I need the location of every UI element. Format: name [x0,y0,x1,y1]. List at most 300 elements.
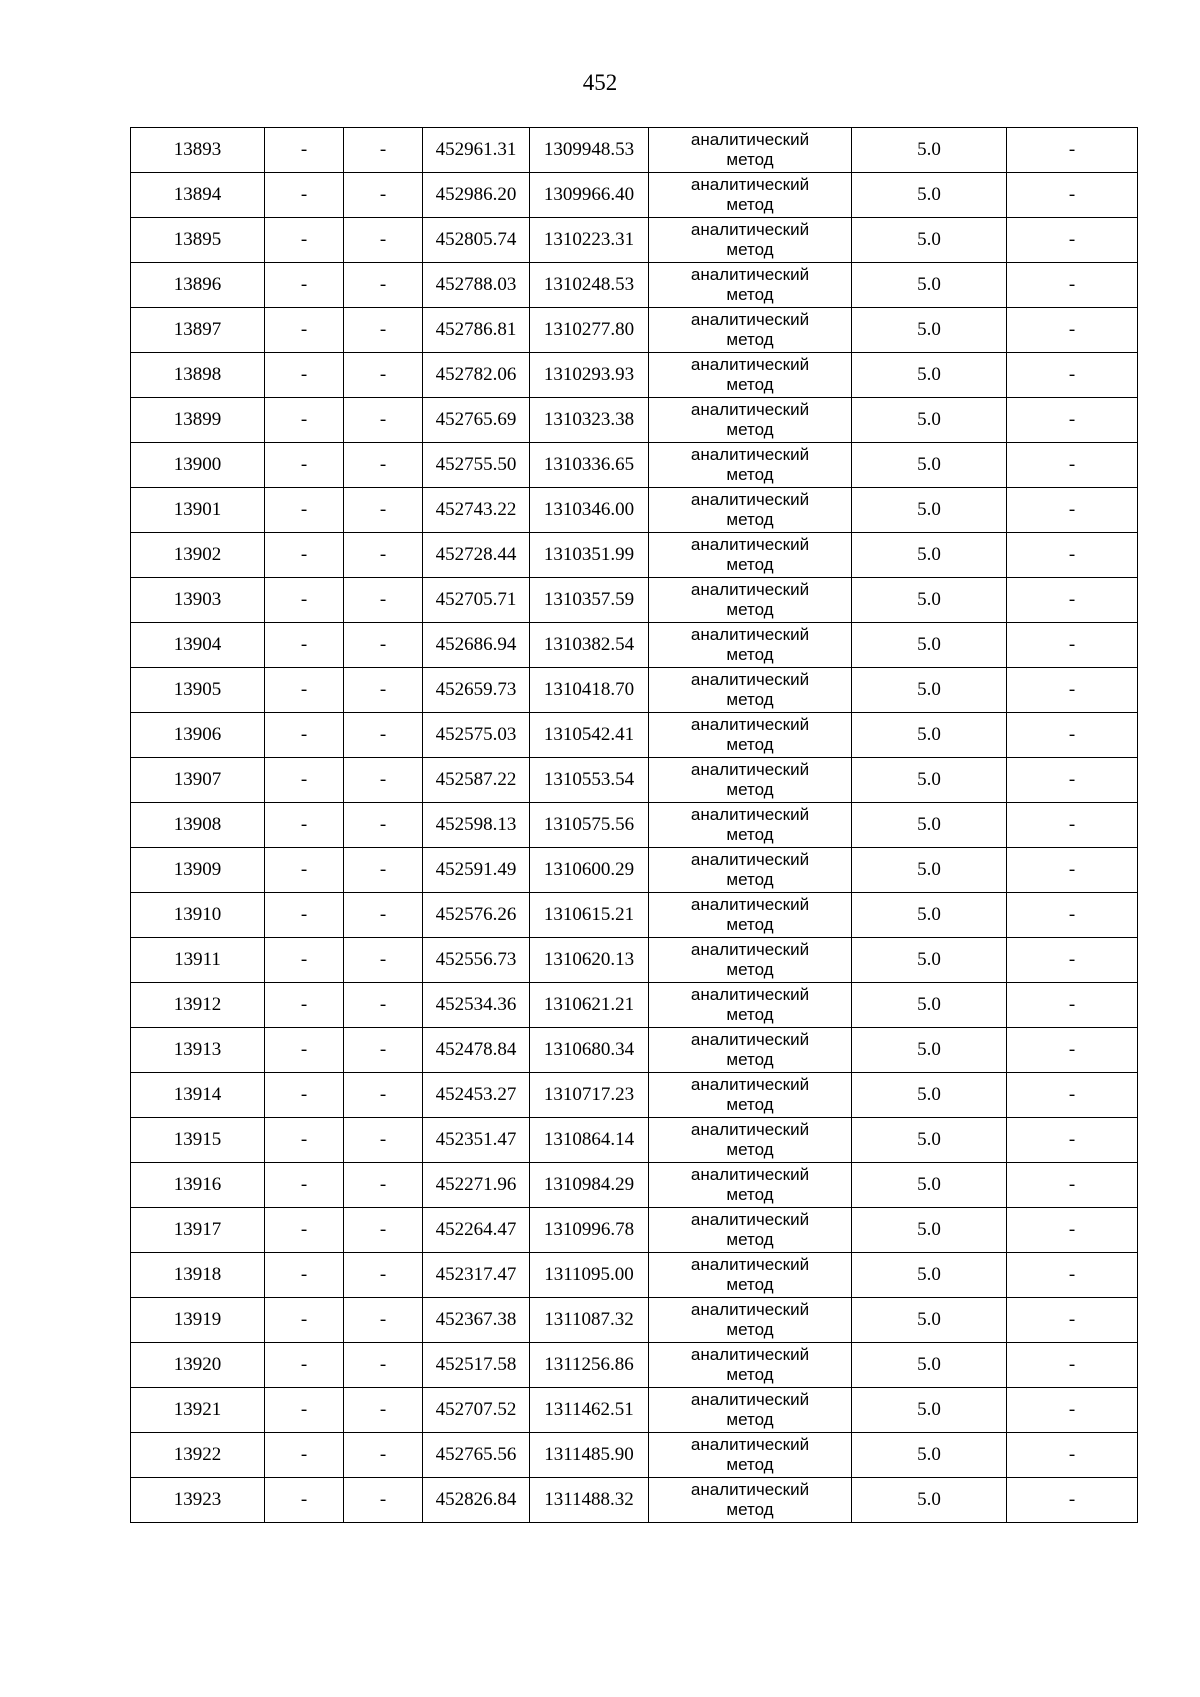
method-cell [649,353,852,398]
method-line-2: метод [726,555,774,574]
method-cell [649,1163,852,1208]
method-line-2: метод [726,735,774,754]
table-row [131,1298,1138,1343]
x-coordinate-cell: 452986.20 [423,173,530,218]
table-row [131,1343,1138,1388]
empty-column-8-cell: - [1007,1163,1138,1208]
accuracy-cell: 5.0 [852,1118,1007,1163]
empty-column-8-cell: - [1007,668,1138,713]
empty-column-8-cell: - [1007,983,1138,1028]
method-line-1: аналитический [690,354,810,374]
y-coordinate-cell: 1311095.00 [530,1253,649,1298]
y-coordinate-cell: 1310553.54 [530,758,649,803]
method-line-1: аналитический [690,1254,810,1274]
point-number-cell: 13919 [131,1298,265,1343]
accuracy-cell: 5.0 [852,488,1007,533]
method-cell [649,1073,852,1118]
y-coordinate-cell: 1311462.51 [530,1388,649,1433]
method-cell [649,128,852,173]
method-cell [649,713,852,758]
x-coordinate-cell: 452705.71 [423,578,530,623]
method-line-2: метод [726,870,774,889]
y-coordinate-cell: 1311488.32 [530,1478,649,1523]
method-line-2: метод [726,1005,774,1024]
x-coordinate-cell: 452517.58 [423,1343,530,1388]
empty-column-2-cell: - [265,263,344,308]
method-cell [649,1298,852,1343]
empty-column-8-cell: - [1007,353,1138,398]
method-cell [649,668,852,713]
x-coordinate-cell: 452659.73 [423,668,530,713]
method-line-2: метод [726,1275,774,1294]
empty-column-3-cell: - [344,1343,423,1388]
point-number-cell: 13922 [131,1433,265,1478]
method-line-2: метод [726,1140,774,1159]
table-row [131,353,1138,398]
x-coordinate-cell: 452765.56 [423,1433,530,1478]
empty-column-3-cell: - [344,218,423,263]
method-line-2: метод [726,240,774,259]
x-coordinate-cell: 452765.69 [423,398,530,443]
empty-column-8-cell: - [1007,1388,1138,1433]
empty-column-8-cell: - [1007,308,1138,353]
point-number-cell: 13893 [131,128,265,173]
x-coordinate-cell: 452805.74 [423,218,530,263]
y-coordinate-cell: 1310864.14 [530,1118,649,1163]
x-coordinate-cell: 452786.81 [423,308,530,353]
method-line-2: метод [726,915,774,934]
y-coordinate-cell: 1309948.53 [530,128,649,173]
empty-column-2-cell: - [265,1433,344,1478]
point-number-cell: 13911 [131,938,265,983]
y-coordinate-cell: 1309966.40 [530,173,649,218]
method-cell [649,938,852,983]
x-coordinate-cell: 452351.47 [423,1118,530,1163]
accuracy-cell: 5.0 [852,1298,1007,1343]
empty-column-2-cell: - [265,128,344,173]
method-line-1: аналитический [690,624,810,644]
accuracy-cell: 5.0 [852,263,1007,308]
point-number-cell: 13916 [131,1163,265,1208]
method-line-2: метод [726,1185,774,1204]
accuracy-cell: 5.0 [852,1073,1007,1118]
page-number: 452 [582,70,618,95]
method-cell [649,983,852,1028]
empty-column-2-cell: - [265,173,344,218]
y-coordinate-cell: 1310351.99 [530,533,649,578]
method-line-1: аналитический [690,669,810,689]
point-number-cell: 13912 [131,983,265,1028]
empty-column-2-cell: - [265,713,344,758]
empty-column-3-cell: - [344,938,423,983]
y-coordinate-cell: 1310600.29 [530,848,649,893]
method-line-1: аналитический [690,984,810,1004]
method-cell [649,398,852,443]
empty-column-8-cell: - [1007,803,1138,848]
method-cell [649,443,852,488]
empty-column-3-cell: - [344,263,423,308]
empty-column-3-cell: - [344,128,423,173]
table-row [131,488,1138,533]
method-line-1: аналитический [690,1479,810,1499]
y-coordinate-cell: 1310620.13 [530,938,649,983]
empty-column-8-cell: - [1007,1118,1138,1163]
x-coordinate-cell: 452317.47 [423,1253,530,1298]
y-coordinate-cell: 1311256.86 [530,1343,649,1388]
method-cell [649,1208,852,1253]
accuracy-cell: 5.0 [852,803,1007,848]
table-row [131,1478,1138,1523]
empty-column-8-cell: - [1007,1478,1138,1523]
accuracy-cell: 5.0 [852,173,1007,218]
empty-column-8-cell: - [1007,218,1138,263]
point-number-cell: 13921 [131,1388,265,1433]
y-coordinate-cell: 1310984.29 [530,1163,649,1208]
x-coordinate-cell: 452728.44 [423,533,530,578]
empty-column-3-cell: - [344,1388,423,1433]
accuracy-cell: 5.0 [852,623,1007,668]
method-cell [649,173,852,218]
method-cell [649,848,852,893]
empty-column-8-cell: - [1007,1298,1138,1343]
method-line-2: метод [726,960,774,979]
empty-column-8-cell: - [1007,1073,1138,1118]
method-line-2: метод [726,1320,774,1339]
x-coordinate-cell: 452707.52 [423,1388,530,1433]
empty-column-2-cell: - [265,1253,344,1298]
empty-column-8-cell: - [1007,758,1138,803]
point-number-cell: 13907 [131,758,265,803]
method-line-2: метод [726,645,774,664]
point-number-cell: 13899 [131,398,265,443]
point-number-cell: 13901 [131,488,265,533]
point-number-cell: 13898 [131,353,265,398]
table-row [131,803,1138,848]
table-row [131,533,1138,578]
method-cell [649,1478,852,1523]
method-line-2: метод [726,1410,774,1429]
table-row [131,668,1138,713]
x-coordinate-cell: 452587.22 [423,758,530,803]
method-line-2: метод [726,825,774,844]
empty-column-3-cell: - [344,1118,423,1163]
empty-column-8-cell: - [1007,443,1138,488]
x-coordinate-cell: 452453.27 [423,1073,530,1118]
accuracy-cell: 5.0 [852,443,1007,488]
y-coordinate-cell: 1310346.00 [530,488,649,533]
method-line-1: аналитический [690,174,810,194]
method-line-1: аналитический [690,1209,810,1229]
accuracy-cell: 5.0 [852,308,1007,353]
table-row [131,623,1138,668]
x-coordinate-cell: 452961.31 [423,128,530,173]
method-line-1: аналитический [690,759,810,779]
method-cell [649,1118,852,1163]
y-coordinate-cell: 1310418.70 [530,668,649,713]
y-coordinate-cell: 1310621.21 [530,983,649,1028]
method-line-1: аналитический [690,894,810,914]
empty-column-3-cell: - [344,173,423,218]
point-number-cell: 13905 [131,668,265,713]
x-coordinate-cell: 452788.03 [423,263,530,308]
table-row [131,848,1138,893]
y-coordinate-cell: 1310575.56 [530,803,649,848]
table-row [131,1433,1138,1478]
empty-column-8-cell: - [1007,173,1138,218]
method-cell [649,1343,852,1388]
accuracy-cell: 5.0 [852,533,1007,578]
method-line-2: метод [726,510,774,529]
method-line-1: аналитический [690,1344,810,1364]
method-line-1: аналитический [690,1119,810,1139]
method-line-1: аналитический [690,1074,810,1094]
method-line-2: метод [726,195,774,214]
empty-column-2-cell: - [265,1388,344,1433]
method-cell [649,1388,852,1433]
empty-column-2-cell: - [265,848,344,893]
empty-column-2-cell: - [265,1298,344,1343]
empty-column-2-cell: - [265,623,344,668]
empty-column-3-cell: - [344,1073,423,1118]
empty-column-2-cell: - [265,1073,344,1118]
accuracy-cell: 5.0 [852,1478,1007,1523]
method-cell [649,893,852,938]
point-number-cell: 13900 [131,443,265,488]
method-cell [649,308,852,353]
method-line-2: метод [726,1230,774,1249]
method-line-2: метод [726,375,774,394]
empty-column-8-cell: - [1007,893,1138,938]
table-row [131,1163,1138,1208]
y-coordinate-cell: 1310323.38 [530,398,649,443]
empty-column-8-cell: - [1007,128,1138,173]
empty-column-8-cell: - [1007,938,1138,983]
point-number-cell: 13894 [131,173,265,218]
method-line-1: аналитический [690,309,810,329]
x-coordinate-cell: 452826.84 [423,1478,530,1523]
empty-column-8-cell: - [1007,1208,1138,1253]
method-line-1: аналитический [690,129,810,149]
x-coordinate-cell: 452556.73 [423,938,530,983]
y-coordinate-cell: 1311485.90 [530,1433,649,1478]
method-line-2: метод [726,285,774,304]
empty-column-2-cell: - [265,893,344,938]
method-cell [649,803,852,848]
point-number-cell: 13902 [131,533,265,578]
empty-column-3-cell: - [344,1433,423,1478]
empty-column-3-cell: - [344,533,423,578]
point-number-cell: 13913 [131,1028,265,1073]
empty-column-3-cell: - [344,983,423,1028]
empty-column-2-cell: - [265,803,344,848]
method-line-2: метод [726,1050,774,1069]
method-line-1: аналитический [690,444,810,464]
accuracy-cell: 5.0 [852,398,1007,443]
method-line-2: метод [726,690,774,709]
empty-column-3-cell: - [344,623,423,668]
method-line-1: аналитический [690,849,810,869]
table-row [131,1073,1138,1118]
empty-column-2-cell: - [265,1163,344,1208]
method-cell [649,1253,852,1298]
empty-column-3-cell: - [344,1163,423,1208]
x-coordinate-cell: 452591.49 [423,848,530,893]
x-coordinate-cell: 452367.38 [423,1298,530,1343]
method-cell [649,263,852,308]
accuracy-cell: 5.0 [852,758,1007,803]
empty-column-3-cell: - [344,668,423,713]
x-coordinate-cell: 452576.26 [423,893,530,938]
method-line-1: аналитический [690,579,810,599]
empty-column-8-cell: - [1007,1433,1138,1478]
point-number-cell: 13904 [131,623,265,668]
empty-column-8-cell: - [1007,1253,1138,1298]
empty-column-3-cell: - [344,1028,423,1073]
accuracy-cell: 5.0 [852,848,1007,893]
empty-column-8-cell: - [1007,488,1138,533]
method-line-2: метод [726,600,774,619]
table-row [131,1028,1138,1073]
point-number-cell: 13909 [131,848,265,893]
accuracy-cell: 5.0 [852,1388,1007,1433]
table-row [131,1388,1138,1433]
method-line-2: метод [726,1095,774,1114]
method-line-1: аналитический [690,264,810,284]
empty-column-8-cell: - [1007,713,1138,758]
empty-column-2-cell: - [265,308,344,353]
empty-column-2-cell: - [265,668,344,713]
accuracy-cell: 5.0 [852,578,1007,623]
empty-column-8-cell: - [1007,578,1138,623]
empty-column-2-cell: - [265,983,344,1028]
empty-column-3-cell: - [344,848,423,893]
empty-column-3-cell: - [344,1208,423,1253]
y-coordinate-cell: 1310277.80 [530,308,649,353]
y-coordinate-cell: 1310542.41 [530,713,649,758]
table-row [131,1208,1138,1253]
method-line-1: аналитический [690,489,810,509]
empty-column-2-cell: - [265,488,344,533]
empty-column-2-cell: - [265,218,344,263]
point-number-cell: 13910 [131,893,265,938]
x-coordinate-cell: 452686.94 [423,623,530,668]
point-number-cell: 13923 [131,1478,265,1523]
method-line-1: аналитический [690,1434,810,1454]
accuracy-cell: 5.0 [852,713,1007,758]
method-line-1: аналитический [690,1029,810,1049]
accuracy-cell: 5.0 [852,1433,1007,1478]
y-coordinate-cell: 1310615.21 [530,893,649,938]
accuracy-cell: 5.0 [852,353,1007,398]
point-number-cell: 13915 [131,1118,265,1163]
point-number-cell: 13896 [131,263,265,308]
table-row [131,308,1138,353]
empty-column-2-cell: - [265,398,344,443]
empty-column-3-cell: - [344,398,423,443]
method-line-1: аналитический [690,399,810,419]
y-coordinate-cell: 1310357.59 [530,578,649,623]
accuracy-cell: 5.0 [852,893,1007,938]
y-coordinate-cell: 1310680.34 [530,1028,649,1073]
empty-column-2-cell: - [265,1118,344,1163]
method-line-2: метод [726,780,774,799]
method-line-1: аналитический [690,804,810,824]
y-coordinate-cell: 1310293.93 [530,353,649,398]
empty-column-8-cell: - [1007,263,1138,308]
method-line-1: аналитический [690,1389,810,1409]
table-row [131,128,1138,173]
method-line-2: метод [726,330,774,349]
empty-column-8-cell: - [1007,623,1138,668]
point-number-cell: 13903 [131,578,265,623]
x-coordinate-cell: 452478.84 [423,1028,530,1073]
x-coordinate-cell: 452271.96 [423,1163,530,1208]
empty-column-2-cell: - [265,533,344,578]
table-row [131,398,1138,443]
method-line-2: метод [726,150,774,169]
y-coordinate-cell: 1310248.53 [530,263,649,308]
table-row [131,173,1138,218]
empty-column-2-cell: - [265,443,344,488]
empty-column-3-cell: - [344,893,423,938]
accuracy-cell: 5.0 [852,668,1007,713]
table-row [131,983,1138,1028]
point-number-cell: 13918 [131,1253,265,1298]
point-number-cell: 13908 [131,803,265,848]
accuracy-cell: 5.0 [852,1208,1007,1253]
x-coordinate-cell: 452755.50 [423,443,530,488]
method-cell [649,218,852,263]
method-line-2: метод [726,1365,774,1384]
empty-column-8-cell: - [1007,1343,1138,1388]
point-number-cell: 13906 [131,713,265,758]
x-coordinate-cell: 452575.03 [423,713,530,758]
accuracy-cell: 5.0 [852,218,1007,263]
method-cell [649,758,852,803]
table-row [131,1118,1138,1163]
method-line-2: метод [726,465,774,484]
empty-column-2-cell: - [265,1208,344,1253]
point-number-cell: 13895 [131,218,265,263]
empty-column-2-cell: - [265,353,344,398]
accuracy-cell: 5.0 [852,128,1007,173]
method-line-1: аналитический [690,1164,810,1184]
accuracy-cell: 5.0 [852,1163,1007,1208]
point-number-cell: 13914 [131,1073,265,1118]
method-cell [649,533,852,578]
method-line-1: аналитический [690,219,810,239]
method-cell [649,578,852,623]
y-coordinate-cell: 1310336.65 [530,443,649,488]
table-row [131,263,1138,308]
table-row [131,938,1138,983]
table-row [131,713,1138,758]
method-line-1: аналитический [690,939,810,959]
accuracy-cell: 5.0 [852,1028,1007,1073]
empty-column-2-cell: - [265,938,344,983]
method-line-1: аналитический [690,714,810,734]
empty-column-3-cell: - [344,578,423,623]
x-coordinate-cell: 452598.13 [423,803,530,848]
table-body [131,128,1138,1523]
table-row [131,218,1138,263]
table-row [131,1253,1138,1298]
point-number-cell: 13897 [131,308,265,353]
x-coordinate-cell: 452534.36 [423,983,530,1028]
empty-column-3-cell: - [344,1253,423,1298]
table-row [131,578,1138,623]
empty-column-3-cell: - [344,758,423,803]
